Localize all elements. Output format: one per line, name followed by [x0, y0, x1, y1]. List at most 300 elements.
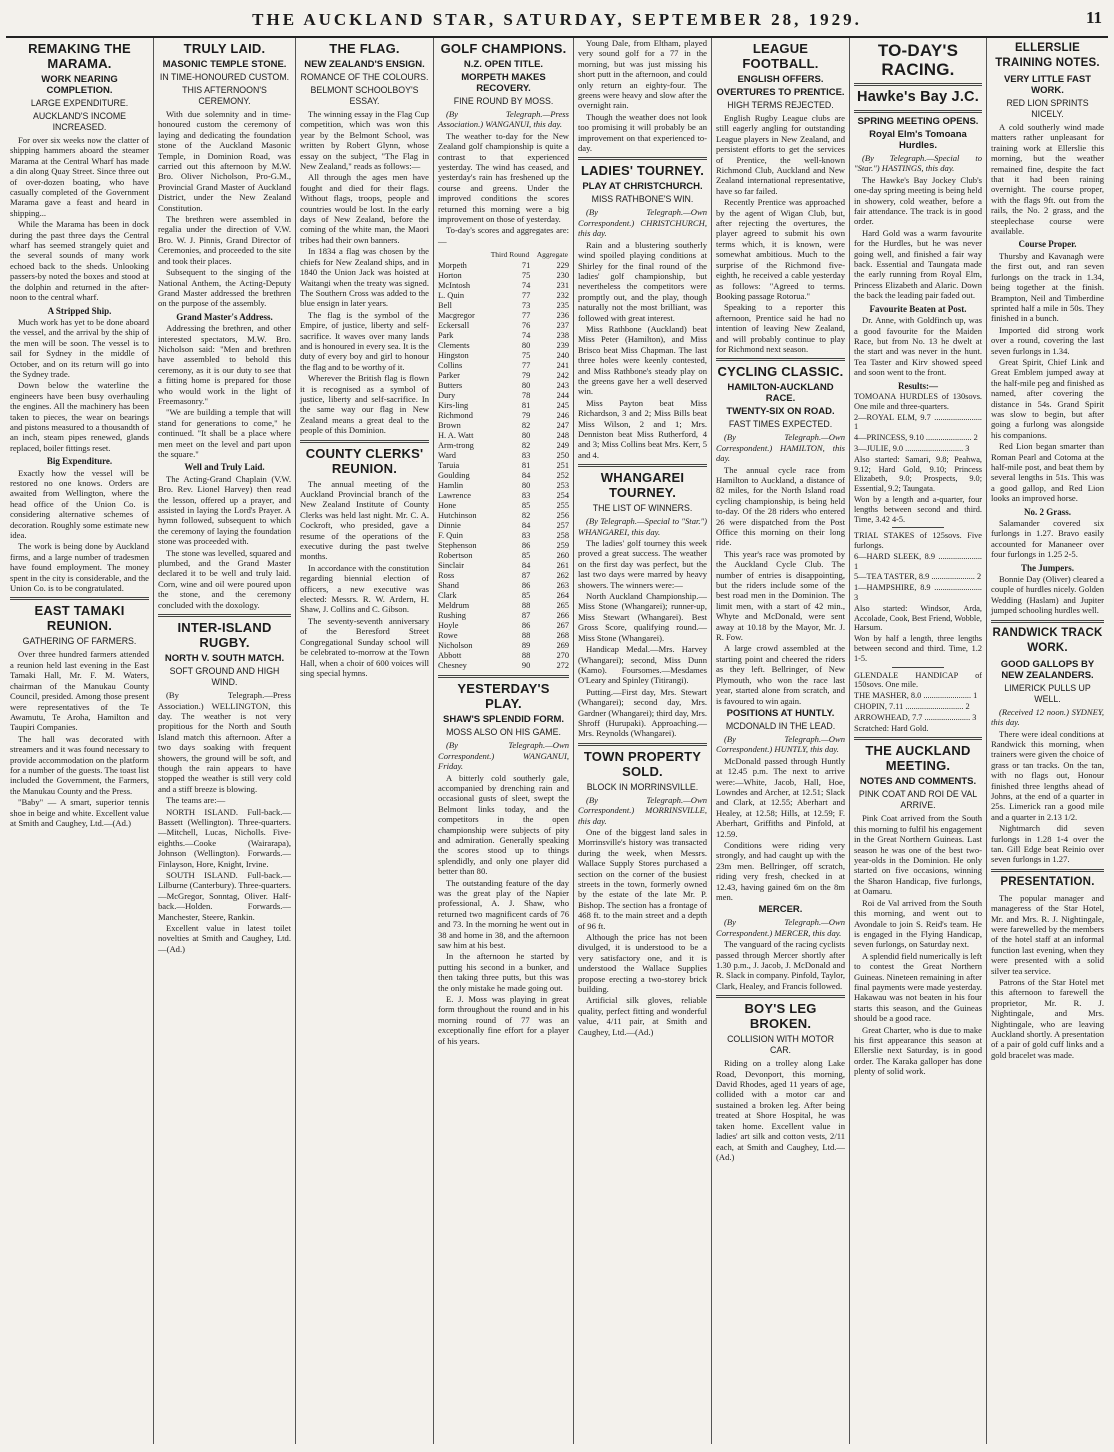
- article-paragraph: The vanguard of the racing cyclists passed through Mercer shortly after 1.30 p.m., J. Jacob, J. McDonald and R. Slack in company. Pinfold, Taylor, Clark, Healey, and Francis followed.: [716, 939, 845, 991]
- round-score: 87: [521, 571, 531, 581]
- golf-scores-table: [438, 249, 569, 671]
- aggregate-score: 254: [556, 491, 569, 501]
- divider: [438, 675, 569, 678]
- round-score: 75: [521, 351, 531, 361]
- subhead: THIS AFTERNOON'S CEREMONY.: [182, 85, 267, 106]
- race-result-line: Also started: Samari, 9.8; Peahwa, 9.12; Hard Gold, 9.10; Princess Elizabeth, 9.0; Prospects, 9.0; Essential, 9.2; Taungata.: [854, 454, 982, 494]
- dateline: (By Telegraph.—Own Correspondent.) CHRISTCHURCH, this day.: [578, 207, 707, 239]
- player-name: Hoyle: [438, 621, 459, 631]
- table-row: [438, 631, 569, 641]
- aggregate-score: 251: [556, 461, 569, 471]
- column-5: [573, 38, 711, 1444]
- divider: [716, 995, 845, 998]
- round-score: 89: [521, 641, 531, 651]
- divider: [578, 464, 707, 467]
- aggregate-score: 252: [556, 471, 569, 481]
- subhead: BELMONT SCHOOLBOY'S ESSAY.: [310, 85, 419, 106]
- divider: [158, 614, 291, 617]
- player-name: Kirs-ling: [438, 401, 469, 411]
- subhead: SOFT GROUND AND HIGH WIND.: [169, 666, 280, 688]
- player-name: Arm-trong: [438, 441, 474, 451]
- subhead: SPRING MEETING OPENS.: [857, 116, 979, 127]
- article-paragraph: The seventy-seventh anniversary of the Beresford Street Congregational Sunday school will be celebrated to-morrow at the Town Hall, when a choir of 600 voices will sing special hymns.: [300, 615, 429, 678]
- table-row: [438, 361, 569, 371]
- player-name: Collins: [438, 361, 463, 371]
- dateline: (By Telegraph.—Press Association.) WANGANUI, this day.: [438, 109, 569, 130]
- advertisement: Excellent value in latest toilet novelties at Smith and Caughey, Ltd.—(Ad.): [158, 923, 291, 954]
- article-paragraph: To-day's scores and aggregates are:—: [438, 225, 569, 246]
- article-paragraph: In 1834 a flag was chosen by the chiefs for New Zealand ships, and in 1840 the Union Jack was hoisted at Waitangi when the treaty was signed. The Southern Cross was added to the blue ensign in later years.: [300, 246, 429, 309]
- subhead: SHAW'S SPLENDID FORM.: [442, 714, 564, 726]
- round-score: 79: [521, 371, 531, 381]
- article-paragraph: The teams are:—: [166, 795, 226, 806]
- table-row: [438, 331, 569, 341]
- subhead: NEW ZEALAND'S ENSIGN.: [304, 59, 425, 70]
- player-name: Taruia: [438, 461, 460, 471]
- table-row: [438, 531, 569, 541]
- aggregate-score: 235: [556, 301, 569, 311]
- article-paragraph: The ladies' golf tourney this week proved a great success. The weather on the first day was perfect, but the last two days were marred by heavy showers. The winners were:—: [578, 538, 707, 590]
- divider: [892, 667, 943, 668]
- subhead: VERY LITTLE FAST WORK.: [1003, 74, 1092, 96]
- aggregate-score: 267: [556, 621, 569, 631]
- round-score: 83: [521, 531, 531, 541]
- player-name: Park: [438, 331, 454, 341]
- section-subhead: No. 2 Grass.: [1024, 506, 1071, 517]
- aggregate-score: 253: [556, 481, 569, 491]
- table-row: [438, 451, 569, 461]
- article-paragraph: Pink Coat arrived from the South this morning to fulfil his engagement in the Great Northern Guineas. Last season he was one of the best two-year-olds in the Dominion. He only started on five occasions, winning the Sharon Handicap, five furlongs, at Oamaru.: [854, 813, 982, 897]
- table-row: [438, 421, 569, 431]
- article-paragraph: Addressing the brethren, and other interested spectators, M.W. Bro. Nicholson said: "Men and brethren have assembled to behold this ceremony, as it is our duty to see that a fitting home is prepared for those who would work in the light of Freemasonry.": [158, 323, 291, 406]
- article-paragraph: The stone was levelled, squared and plumbed, and the Grand Master declared it to be well and truly laid. Corn, wine and oil were poured upon the stone, and the ceremony concluded with the doxology.: [158, 547, 291, 610]
- table-row: [438, 401, 569, 411]
- subhead: PINK COAT AND ROI DE VAL ARRIVE.: [858, 789, 978, 811]
- aggregate-score: 242: [556, 371, 569, 381]
- race-result-line: 3—JULIE, 9.0 ............................ 3: [854, 443, 970, 453]
- player-name: Parker: [438, 371, 460, 381]
- headline-yesterdays-play: YESTERDAY'S PLAY.: [457, 681, 550, 712]
- article-paragraph: The Acting-Grand Chaplain (V.W. Bro. Rev. Lionel Harvey) then read the lesson, offered up a prayer, and assisted in laying the Lord's Prayer. A hymn followed, subsequent to which the ceremony of laying the foundation stone was proceeded with.: [158, 473, 291, 547]
- article-paragraph: Imported did strong work over a round, covering the last seven furlongs in 1.34.: [991, 324, 1104, 356]
- aggregate-score: 231: [556, 281, 569, 291]
- round-score: 84: [521, 471, 531, 481]
- table-header: Aggregate: [536, 250, 568, 260]
- article-paragraph: This year's race was promoted by the Auckland Cycle Club. The number of entries is disappointing, but the riders include some of the best road men in the Dominion. The limit men, with a start of 42 min., Whyte and McDonald, were sent away at 10.18 by the Mayor, Mr. J. R. Fow.: [716, 548, 845, 643]
- article-paragraph: Bonnie Day (Oliver) cleared a couple of hurdles nicely. Golden Wedding (Haslam) and Jupiter jumped schooling hurdles well.: [991, 574, 1104, 616]
- divider: [991, 620, 1104, 623]
- article-paragraph: Exactly how the vessel will be restored no one knows. Orders are awaited from Wellington, where the head office of the Union Co. is considering alternative schemes of decoration. Roughly some estimate new idea.: [10, 467, 149, 541]
- subhead: NOTES AND COMMENTS.: [859, 776, 977, 788]
- subhead: GATHERING OF FARMERS.: [22, 636, 137, 647]
- table-row: [438, 641, 569, 651]
- article-paragraph: Great Spirit, Chief Link and Great Emblem jumped away at the half-mile peg and finished as named, after covering the distance in 54s. Grand Spirit was slow to begin, but after going a furlong was alongside his companions.: [991, 356, 1104, 440]
- table-row: [438, 471, 569, 481]
- article-paragraph: While the Marama has been in dock during the past three days the Central wharf has seemed strangely quiet and the several sounds of many work echoed back to the sheds. Unlooking passers-by noted the boxes and stood at the dolphin and returned in the after-noon to the central wharf.: [10, 219, 149, 303]
- article-paragraph: Putting.—First day, Mrs. Stewart (Whangarei); second day, Mrs. Gardner (Whangarei); third day, Mrs. Shroff (Hurupaki). Approaching.—Mrs. Reynolds (Whangarei).: [578, 686, 707, 739]
- article-paragraph: Miss Payton beat Miss Richardson, 3 and 2; Miss Bills beat Miss Wilson, 2 and 1; Mrs. Denniston beat Miss Rutherford, 4 and 3; Miss Collins beat Mrs. Kerr, 5 and 4.: [578, 397, 707, 460]
- section-subhead: A Stripped Ship.: [47, 305, 112, 316]
- dateline: (By Telegraph.—Special to "Star.") HASTINGS, this day.: [854, 153, 982, 174]
- aggregate-score: 256: [556, 511, 569, 521]
- aggregate-score: 230: [556, 271, 569, 281]
- player-name: Dinnie: [438, 521, 461, 531]
- player-name: H. A. Watt: [438, 431, 474, 441]
- section-subhead: Big Expenditure.: [46, 456, 113, 467]
- divider: [854, 110, 982, 113]
- article-paragraph: The weather to-day for the New Zealand golf championship is quite a contrast to that experienced yesterday. The wind has ceased, and yesterday's rain has freshened up the course and greens. Under the improved conditions the scores returned this morning were a big improvement on those of yesterday.: [438, 130, 569, 225]
- table-row: [438, 301, 569, 311]
- article-paragraph: A bitterly cold southerly gale, accompanied by drenching rain and occasional gusts of sleet, swept the Belmont links today, and the competitors in the open championship were subjects of pity and admiration. Generally speaking the scores stood up to things splendidly, and only one player did better than 80.: [438, 772, 569, 877]
- divider: [578, 157, 707, 160]
- table-row: [438, 581, 569, 591]
- subhead: THE LIST OF WINNERS.: [592, 503, 693, 514]
- round-score: 82: [521, 441, 531, 451]
- headline-flag: THE FLAG.: [329, 41, 400, 56]
- team-list: NORTH ISLAND. Full-back.—Bassett (Wellington). Three-quarters.—Mitchell, Lucas, Nicholls. Five-eighths.—Cooke (Wairarapa), Johnson (Wellington). Forwards.—Finlayson, Hore, Knight, Irvine.: [158, 806, 291, 869]
- player-name: Rowe: [438, 631, 458, 641]
- article-paragraph: A splendid field numerically is left to contest the Great Northern Guineas. Nineteen remaining in after final payments were made yesterday. Hakawau was not beaten in his four starts this season, and the Guineas should be a good race.: [854, 950, 982, 1024]
- subhead: COLLISION WITH MOTOR CAR.: [727, 1034, 834, 1056]
- aggregate-score: 250: [556, 451, 569, 461]
- article-paragraph: The annual cycle race from Hamilton to Auckland, a distance of 82 miles, for the North Island road cycling championship, is being held to-day. Of the 28 riders who entered 26 were dispatched from the Post Office this morning on their long ride.: [716, 464, 845, 548]
- headline-town-property: TOWN PROPERTY SOLD.: [583, 748, 702, 779]
- table-row: [438, 541, 569, 551]
- round-score: 85: [521, 551, 531, 561]
- aggregate-score: 232: [556, 291, 569, 301]
- article-paragraph: Rain and a blustering southerly wind spoiled playing conditions at Shirley for the final round of the ladies' golf championship, but nevertheless the competitors were promptly out, and the play, though naturally not the most brilliant, was followed with great interest.: [578, 239, 707, 323]
- headline-presentation: PRESENTATION.: [1000, 875, 1095, 888]
- player-name: Shand: [438, 581, 459, 591]
- article-paragraph: The Hawke's Bay Jockey Club's one-day spring meeting is being held in showery, cold weather, before a fair attendance. The track is in good order.: [854, 174, 982, 227]
- column-4: [433, 38, 573, 1444]
- article-paragraph: In the afternoon he started by putting his second in a bunker, and then taking three putts, but this was the only mistake he made going out.: [438, 951, 569, 993]
- aggregate-score: 261: [556, 561, 569, 571]
- table-row: [438, 651, 569, 661]
- divider: [991, 869, 1104, 872]
- race-result-line: 4—PRINCESS, 9.10 ...................... 2: [854, 433, 978, 443]
- article-paragraph: Dr. Anne, with Goldfinch up, was a good favourite for the Maiden Race, but from No. 13 he dwelt at the start and was never in the hunt. Tea Taster and Kirv showed speed and soon went to the front.: [854, 315, 982, 378]
- round-score: 74: [521, 331, 531, 341]
- round-score: 85: [521, 501, 531, 511]
- article-paragraph: The hall was decorated with streamers and it was found necessary to provide accommodation on the platform for a number of the guests. The toast list included the Government, the Farmers, the Manukau County and the Press.: [10, 733, 149, 796]
- table-row: [438, 591, 569, 601]
- table-row: [438, 341, 569, 351]
- player-name: Robertson: [438, 551, 473, 561]
- round-score: 86: [521, 621, 531, 631]
- race-result-line: 5—TEA TASTER, 8.9 ..................... 2: [854, 572, 982, 582]
- round-score: 88: [521, 601, 531, 611]
- table-row: [438, 311, 569, 321]
- round-score: 81: [521, 461, 531, 471]
- subhead: HIGH TERMS REJECTED.: [727, 100, 834, 110]
- round-score: 86: [521, 581, 531, 591]
- headline-marama: REMAKING THE MARAMA.: [28, 41, 131, 71]
- player-name: McIntosh: [438, 281, 471, 291]
- divider: [892, 527, 943, 528]
- race-result-line: 6—HARD SLEEK, 8.9 ..................... 1: [854, 551, 982, 571]
- player-name: Brown: [438, 421, 461, 431]
- article-paragraph: The outstanding feature of the day was the great play of the Napier professional, A. J. Shaw, who returned two magnificent cards of 76 and 73. In the morning he went out in 38 and home in 38, and the afternoon saw him at his best.: [438, 877, 569, 950]
- article-paragraph: Though the weather does not look too promising it will probably be an improvement on that experienced to-day.: [578, 111, 707, 154]
- article-paragraph: Red Lion began smarter than Roman Pearl and Cotoma at the half-mile post, and beat them by several lengths in 51s. This was a good gallop, and Red Lion looks an improved horse.: [991, 441, 1104, 504]
- round-score: 88: [521, 651, 531, 661]
- race-result-line: ARROWHEAD, 7.7 ...................... 3: [854, 712, 977, 722]
- page-number: 11: [1085, 8, 1102, 27]
- table-row: [438, 351, 569, 361]
- race-result-line: GLENDALE HANDICAP of 150sovs. One mile.: [854, 670, 982, 690]
- table-row: [438, 461, 569, 471]
- round-score: 71: [521, 261, 531, 271]
- table-row: [438, 441, 569, 451]
- race-results: [854, 531, 982, 663]
- aggregate-score: 257: [556, 521, 569, 531]
- subhead: MERCER.: [758, 904, 803, 916]
- table-row: [438, 571, 569, 581]
- aggregate-score: 268: [556, 631, 569, 641]
- aggregate-score: 246: [556, 411, 569, 421]
- aggregate-score: 272: [556, 661, 569, 671]
- subhead: FAST TIMES EXPECTED.: [728, 419, 833, 430]
- table-row: [438, 491, 569, 501]
- aggregate-score: 239: [556, 341, 569, 351]
- aggregate-score: 229: [556, 261, 569, 271]
- divider: [578, 743, 707, 746]
- dateline: (By Telegraph.—Special to "Star.") WHANGAREI, this day.: [578, 516, 707, 537]
- headline-county-clerks: COUNTY CLERKS' REUNION.: [305, 445, 424, 476]
- round-score: 73: [521, 301, 531, 311]
- player-name: Horton: [438, 271, 462, 281]
- dateline: (By Telegraph.—Own Correspondent.) HUNTLY, this day.: [716, 733, 845, 755]
- aggregate-score: 245: [556, 401, 569, 411]
- round-score: 79: [521, 411, 531, 421]
- subhead: LIMERICK PULLS UP WELL.: [1004, 682, 1091, 704]
- aggregate-score: 240: [556, 351, 569, 361]
- table-row: [438, 321, 569, 331]
- section-subhead: The Jumpers.: [1020, 562, 1074, 573]
- masthead: [6, 4, 1108, 38]
- race-result-line: CHOPIN, 7.11 ............................ 2: [854, 702, 970, 712]
- article-paragraph: There were ideal conditions at Randwick this morning, when trainers were given the choice of grass or tan tracks. On the tan, with no flags out, Honour finished three lengths ahead of Johns, at the end of a quarter in 25s. Limerick ran a good mile and a quarter in 2.13 1/2.: [991, 728, 1104, 822]
- round-score: 85: [521, 591, 531, 601]
- article-paragraph: Young Dale, from Eltham, played very sound golf for a 77 in the morning, but was just missing his short putt in the afternoon, and could only return an eighty-four. The greens were heavy and slow after the overnight rain.: [578, 38, 707, 111]
- round-score: 90: [521, 661, 531, 671]
- subhead: ENGLISH OFFERS.: [737, 74, 824, 85]
- subhead: RED LION SPRINTS NICELY.: [1006, 98, 1089, 119]
- aggregate-score: 259: [556, 541, 569, 551]
- round-score: 83: [521, 451, 531, 461]
- subhead: N.Z. OPEN TITLE.: [463, 59, 544, 70]
- player-name: Chesney: [438, 661, 467, 671]
- article-paragraph: Miss Rathbone (Auckland) beat Miss Peter (Hamilton), and Miss Brisco beat Miss Chapman. The last three holes were keenly contested, and Miss Rathbone's steady play on the greens gave her a well deserved win.: [578, 323, 707, 397]
- subhead: TWENTY-SIX ON ROAD.: [726, 406, 835, 418]
- player-name: Dury: [438, 391, 456, 401]
- race-results: [854, 392, 982, 524]
- table-row: [438, 601, 569, 611]
- dateline: (Received 12 noon.) SYDNEY, this day.: [991, 706, 1104, 728]
- divider: [10, 597, 149, 600]
- article-paragraph: The popular manager and manageress of the Star Hotel, Mr. and Mrs. R. J. Nightingale, were farewelled by the members of the hotel staff at an informal function last evening, when they were presented with a solid silver tea service.: [991, 892, 1104, 976]
- table-row: [438, 661, 569, 671]
- aggregate-score: 243: [556, 381, 569, 391]
- aggregate-score: 269: [556, 641, 569, 651]
- subhead: IN TIME-HONOURED CUSTOM.: [159, 72, 290, 82]
- article-paragraph: A large crowd assembled at the starting point and cheered the riders as they left. Bellringer, of New Plymouth, who won the race last year, started alone from scratch, and is favoured to win again.: [716, 643, 845, 706]
- player-name: Hingston: [438, 351, 469, 361]
- player-name: Stephenson: [438, 541, 477, 551]
- race-results: [854, 671, 982, 734]
- aggregate-score: 266: [556, 611, 569, 621]
- round-score: 84: [521, 521, 531, 531]
- round-score: 80: [521, 481, 531, 491]
- table-row: [438, 281, 569, 291]
- aggregate-score: 258: [556, 531, 569, 541]
- article-paragraph: Thursby and Kavanagh were the first out, and ran seven furlongs on the track in 1.34, being together at the finish. Brampton, Neil and Timberdine sprinted half a mile in 50s. They finished in a bunch.: [991, 250, 1104, 324]
- article-paragraph: Great Charter, who is due to make his first appearance this season at Ellerslie next Saturday, is in good order. The Karaka galloper has done plenty of solid work.: [854, 1024, 982, 1077]
- race-result-line: 2—ROYAL ELM, 9.7 ....................... 1: [854, 412, 982, 432]
- subhead: HAMILTON-AUCKLAND RACE.: [727, 382, 834, 405]
- player-name: Butters: [438, 381, 463, 391]
- article-paragraph: Recently Prentice was approached by the agent of Wigan Club, but, after rejecting the overtures, the player agreed to submit his own terms which, it is known, were somewhat ambitious. Much to the surprise of the Richmond five-eighth, he received a cable yesterday as follows: "Agreed to terms. Booking passage Rotorua.": [716, 197, 845, 301]
- table-row: [438, 621, 569, 631]
- round-score: 88: [521, 631, 531, 641]
- subhead: GOOD GALLOPS BY NEW ZEALANDERS.: [1000, 658, 1095, 681]
- article-paragraph: In accordance with the constitution regarding biennial election of officers, a new executive was elected: Messrs. R. W. Ardern, H. Shaw, J. Collins and C. Gibson.: [300, 562, 429, 615]
- dateline: (By Telegraph.—Own Correspondent.) MORRINSVILLE, this day.: [578, 794, 707, 826]
- subhead: MASONIC TEMPLE STONE.: [162, 59, 287, 70]
- headline-east-tamaki: EAST TAMAKI REUNION.: [34, 603, 125, 634]
- subhead: AUCKLAND'S INCOME INCREASED.: [32, 111, 127, 132]
- article-paragraph: Subsequent to the singing of the National Anthem, the Acting-Deputy Grand Master addressed the brethren on the purpose of the assembly.: [158, 267, 291, 309]
- player-name: Sinclair: [438, 561, 465, 571]
- column-1: [6, 38, 153, 1444]
- round-score: 80: [521, 381, 531, 391]
- aggregate-score: 263: [556, 581, 569, 591]
- table-row: [438, 551, 569, 561]
- round-score: 80: [521, 341, 531, 351]
- player-name: Lawrence: [438, 491, 472, 501]
- player-name: Meldrum: [438, 601, 470, 611]
- column-7: [849, 38, 986, 1444]
- headline-racing: TO-DAY'S RACING.: [877, 41, 959, 79]
- headline-ellerslie: ELLERSLIE TRAINING NOTES.: [995, 42, 1100, 69]
- round-score: 80: [521, 431, 531, 441]
- player-name: Clark: [438, 591, 457, 601]
- table-row: [438, 391, 569, 401]
- dateline: (By Telegraph.—Own Correspondent.) WANGANUI, Friday.: [438, 740, 569, 772]
- aggregate-score: 260: [556, 551, 569, 561]
- table-row: [438, 411, 569, 421]
- section-subhead: Well and Truly Laid.: [184, 462, 265, 473]
- player-name: Hutchinson: [438, 511, 477, 521]
- player-name: Bell: [438, 301, 452, 311]
- race-result-line: Also started: Windsor, Arda, Accolade, Cook, Best Friend, Wobble, Harsum.: [854, 603, 982, 633]
- article-paragraph: Much work has yet to be done aboard the vessel, and the arrival by the ship of the men will be soon. The vessel is to sail for Sydney in the middle of October, and on its return will go into the Sydney trade.: [10, 316, 149, 379]
- headline-boys-leg: BOY'S LEG BROKEN.: [744, 1001, 817, 1032]
- article-paragraph: A cold southerly wind made matters rather unpleasant for training work at Ellerslie this morning, but the weather remained fine, despite the fact that it had been raining overnight. The course proper, with the flags 9ft. out from the rails, the No. 2 grass, and the steeplechase course were available.: [991, 122, 1104, 237]
- aggregate-score: 262: [556, 571, 569, 581]
- race-result-line: Won by half a length, three lengths between second and third. Time, 1.2 1-5.: [854, 634, 982, 663]
- headline-hawkes-bay: Hawke's Bay J.C.: [857, 89, 979, 105]
- article-paragraph: Riding on a trolley along Lake Road, Devonport, this morning, David Rhodes, aged 11 years of age, collided with a motor car and sustained a broken leg. After being treated at Shore Hospital, he was taken home. Excellent value in ladies' art silk and cotton vests, 2/11 each, at Smith and Caughey, Ltd.—(Ad.): [716, 1058, 845, 1162]
- article-paragraph: Although the price has not been divulged, it is understood to be a very satisfactory one, and it is understood the Wallace Supplies propose erecting a two-storey brick building.: [578, 932, 707, 995]
- round-score: 87: [521, 611, 531, 621]
- subhead: MOSS ALSO ON HIS GAME.: [446, 727, 561, 738]
- aggregate-score: 265: [556, 601, 569, 611]
- aggregate-score: 248: [556, 431, 569, 441]
- subhead: OVERTURES TO PRENTICE.: [716, 87, 845, 98]
- subhead: Royal Elm's Tomoana Hurdles.: [869, 129, 967, 151]
- table-row: [438, 261, 569, 271]
- article-paragraph: The work is being done by Auckland firms, and a large number of tradesmen have found employment. The money spent in the city is considerable, and the Union Co. is to be congratulated.: [10, 541, 149, 594]
- headline-ladies-tourney: LADIES' TOURNEY.: [580, 163, 705, 179]
- headline-cycling: CYCLING CLASSIC.: [717, 364, 844, 380]
- aggregate-score: 247: [556, 421, 569, 431]
- round-score: 78: [521, 391, 531, 401]
- table-row: [438, 481, 569, 491]
- table-row: [438, 611, 569, 621]
- headline-league: LEAGUE FOOTBALL.: [742, 41, 819, 71]
- subhead: LARGE EXPENDITURE.: [30, 98, 129, 108]
- subhead: FINE ROUND BY MOSS.: [453, 96, 554, 106]
- aggregate-score: 255: [556, 501, 569, 511]
- subhead: WORK NEARING COMPLETION.: [41, 74, 118, 96]
- player-name: Hone: [438, 501, 457, 511]
- aggregate-score: 244: [556, 391, 569, 401]
- headline-randwick: RANDWICK TRACK WORK.: [992, 626, 1103, 654]
- article-paragraph: The flag is the symbol of the Empire, of justice, liberty and self-sacrifice. It waves over many lands and is honoured in every sea. It is the duty of every boy and girl to honour the flag and to be worthy of it.: [300, 309, 429, 372]
- article-paragraph: Down below the waterline the engineers have been busy overhauling the engines. All the machinery has been taken to pieces, the wear on bearings and pistons measured to a thousandth of an inch, steam pipes renewed, glands replaced, boiler fittings reset.: [10, 380, 149, 453]
- round-score: 74: [521, 281, 531, 291]
- round-score: 77: [521, 361, 531, 371]
- round-score: 82: [521, 421, 531, 431]
- player-name: Morpeth: [438, 261, 467, 271]
- round-score: 76: [521, 321, 531, 331]
- article-paragraph: Handicap Medal.—Mrs. Harvey (Whangarei); second, Miss Dunn (Kamo). Foursomes.—Mesdames O'Leary and Spinley (Titirangi).: [578, 644, 707, 686]
- article-paragraph: (By Telegraph.—Press Association.) WELLINGTON, this day. The weather is not very propitious for the North and South Island match this afternoon. After a two days soaking with frequent showers, the ground will be soft, and though the rain appears to have stopped the weather is still very cold and a stiff breeze is blowing.: [158, 690, 291, 794]
- round-score: 83: [521, 491, 531, 501]
- aggregate-score: 270: [556, 651, 569, 661]
- article-paragraph: The winning essay in the Flag Cup competition, which was won this year by the Belmont School, was written by Robert Glynn, whose essay on the subject, "The Flag in New Zealand," reads as follows:—: [300, 109, 429, 172]
- subhead: PLAY AT CHRISTCHURCH.: [582, 181, 703, 193]
- article-paragraph: Roi de Val arrived from the South this morning, and went out to Avondale to join S. Reid's team. He is engaged in the Flying Handicap, seven furlongs, on Saturday next.: [854, 897, 982, 950]
- article-paragraph: Wherever the British flag is flown it is recognised as a symbol of justice, liberty and self-sacrifice. In the same way our flag in New Zealand means a great deal to the people of this Dominion.: [300, 373, 429, 436]
- advertisement: Artificial silk gloves, reliable quality, perfect fitting and wonderful value, 4/11 pair, at Smith and Caughey, Ltd.—(Ad.): [578, 995, 707, 1037]
- headline-golf: GOLF CHAMPIONS.: [440, 41, 567, 56]
- divider: [716, 358, 845, 361]
- article-paragraph: One of the biggest land sales in Morrinsville's history was transacted during the week, when Messrs. Wallace Supply Stores purchased a section on the corner of the busiest streets in the town, formerly owned by the estate of the late Mr. P. Bishop. The section has a frontage of 468 ft. to the main street and a depth of 96 ft.: [578, 826, 707, 931]
- subhead: ROMANCE OF THE COLOURS.: [300, 72, 429, 82]
- article-paragraph: For over six weeks now the clatter of shipping hammers aboard the steamer Marama at the Central Wharf has made a din along Quay Street. Since three out of over-dozen boating, who have casually completed of the Government Marama gave a feast and heard in shipping...: [10, 135, 149, 218]
- article-paragraph: "We are building a temple that will stand for generations to come," he continued. "It shall be a place where men meet on the level and part upon the square.": [158, 407, 291, 459]
- column-6: [711, 38, 849, 1444]
- divider: [300, 440, 429, 443]
- article-paragraph: Conditions were riding very strongly, and had caught up with the 23m men. Bellringer, off scratch, riding very fresh, checked in at 12.43, having gained 6m on the 8m men.: [716, 839, 845, 902]
- race-result-line: Scratched: Hard Gold.: [854, 723, 929, 733]
- column-2: [153, 38, 295, 1444]
- player-name: Richmond: [438, 411, 473, 421]
- player-name: Nicholson: [438, 641, 473, 651]
- race-result-line: TRIAL STAKES of 125sovs. Five furlongs.: [854, 531, 982, 551]
- article-paragraph: The brethren were assembled in regalia under the direction of V.W. Bro. W. J. Pinnis, Grand Director of Ceremonies, and proceeded to the site and took their places.: [158, 214, 291, 266]
- table-header: Third Round: [490, 250, 530, 260]
- section-subhead: Course Proper.: [1018, 239, 1077, 250]
- aggregate-score: 249: [556, 441, 569, 451]
- player-name: F. Quin: [438, 531, 463, 541]
- player-name: Macgregor: [438, 311, 475, 321]
- race-result-line: Won by a length and a-quarter, four lengths between second and third. Time, 3.42 4-5.: [854, 494, 982, 524]
- subhead: BLOCK IN MORRINSVILLE.: [586, 781, 699, 792]
